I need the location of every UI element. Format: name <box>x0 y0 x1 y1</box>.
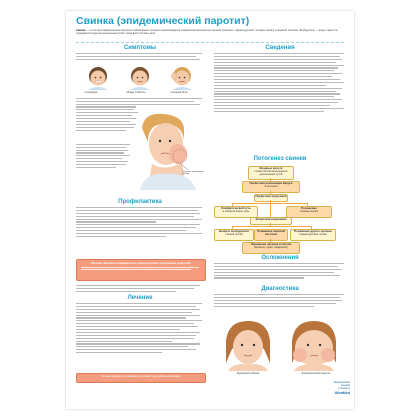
flow-viremia-title: Первичная вирусемия <box>255 194 287 198</box>
flow-bottom-text: (менингит, орхит, панкреатит) <box>253 246 289 249</box>
logo-desc-2: техника <box>340 383 350 387</box>
caption-healthy: Здоровый ребенок <box>236 372 260 375</box>
flow-result-mid-title: Поражение нервной системы <box>256 229 285 236</box>
caption-mumps: Эпидемический паротит <box>301 372 331 375</box>
symptoms-heading: Симптомы <box>123 45 157 51</box>
child-weakness-illustration <box>130 67 150 90</box>
pathogenesis-section <box>214 156 346 162</box>
flow-line-5 <box>270 223 271 226</box>
child-fever-illustration <box>88 67 108 90</box>
flow-primary <box>242 181 300 193</box>
logo-desc-1: Медицинская <box>333 381 350 384</box>
flow-secondary <box>250 217 292 225</box>
flow-viremia <box>254 194 288 202</box>
complications-section <box>214 255 346 280</box>
flow-line-4 <box>270 203 271 217</box>
about-heading: Сведения <box>265 45 295 51</box>
warning-text <box>77 267 205 271</box>
altramed-logo <box>302 382 350 404</box>
about-section <box>214 45 346 114</box>
child-headache-illustration <box>172 67 193 90</box>
flow-glands-text: слюнных желёз <box>299 210 319 213</box>
flow-result-right <box>290 229 336 241</box>
treatment-heading: Лечение <box>127 295 153 301</box>
healthy-child-illustration <box>226 321 270 371</box>
prevention-text <box>76 207 204 237</box>
prevention-section <box>76 199 204 239</box>
treatment-section <box>76 295 204 355</box>
poster-title: Свинка (эпидемический паротит) <box>76 15 250 27</box>
parotid-label: Опухшая околоушная железа <box>182 171 205 175</box>
flow-entry-text: слизистая оболочка верхних дыхательных путей <box>254 170 288 176</box>
warning-heading: Наличие симптомов эпидемического паротита должно насторожить родителей! <box>91 261 191 265</box>
flow-result-left-text: слюной, мочой <box>225 233 243 236</box>
flow-primary-title: Первичная репликация вируса <box>249 181 293 185</box>
treatment-text <box>76 303 204 353</box>
treatment-note: Лечение проводится в домашних условиях под наблюдением врача <box>101 375 181 378</box>
caption-headache: головная боль <box>170 91 188 94</box>
complications-text <box>214 263 346 279</box>
treatment-note-panel <box>76 373 206 383</box>
intro-paragraph <box>76 29 344 36</box>
parotid-illustration <box>134 110 202 190</box>
flow-result-left-title: Выброс возбудителя <box>219 229 249 233</box>
flow-result-right-title: Поражение других органов <box>294 229 332 233</box>
flow-entry <box>248 166 294 180</box>
flow-lymph-title: Лимфатический путь <box>221 206 251 210</box>
logo-desc-3: и плакаты <box>337 386 350 390</box>
flow-result-right-text: (поджелудочная, яички) <box>299 233 327 236</box>
flow-bottom <box>242 242 300 254</box>
about-text <box>214 53 346 112</box>
symptoms-extra-text <box>76 142 132 170</box>
symptoms-text <box>76 53 204 60</box>
symptoms-section <box>76 45 204 62</box>
diagnostics-heading: Диагностика <box>261 286 299 292</box>
healthy-vs-mumps-illustration <box>216 319 346 371</box>
flow-entry-title: Входные ворота <box>259 166 283 170</box>
logo-name: AltraMed <box>334 390 350 395</box>
intro-term: Свинка <box>76 29 86 32</box>
flow-glands <box>286 206 332 218</box>
header-divider <box>76 42 344 43</box>
flow-result-left <box>214 229 254 241</box>
diagnostics-section <box>214 286 346 308</box>
warning-panel <box>76 259 206 281</box>
intro-text: — это острое инфекционное вирусное заболевание, которое сопровождается поражением железистых органов (слюнных, поджелудочной, половых желёз) и нервной системы. Возбудитель — вирус паротита, передаётся воздушно-капельным путём; чаще всего болеют дети. <box>76 29 339 36</box>
caption-fever: лихорадка <box>84 91 98 94</box>
flow-glands-title: Поражение <box>301 206 317 210</box>
poster <box>66 11 354 409</box>
mumps-child-illustration <box>292 321 336 371</box>
complications-heading: Осложнения <box>261 255 299 261</box>
diagnostics-text <box>214 294 346 307</box>
swollen-gland-face-illustration <box>134 110 202 190</box>
pathogenesis-heading <box>214 156 346 162</box>
children-symptoms-illustration <box>78 64 202 90</box>
flow-bottom-title: Поражение органов и систем <box>250 242 292 246</box>
flow-lymph-text: в лимфатические узлы <box>222 210 250 213</box>
prevention-heading: Профилактика <box>118 199 162 205</box>
caption-weakness: общая слабость <box>126 91 146 94</box>
pathogenesis-heading-text: Потогенез свинки <box>253 156 307 162</box>
flow-secondary-title: Вторичная вирусемия <box>255 217 287 221</box>
symptoms-illustrations <box>78 64 202 90</box>
flow-primary-text: в эпителии <box>264 185 278 188</box>
diagnostics-illustrations <box>216 319 346 371</box>
flow-split-line-2 <box>232 226 312 227</box>
flow-result-mid <box>254 229 288 241</box>
warning-followup-text <box>76 283 204 293</box>
